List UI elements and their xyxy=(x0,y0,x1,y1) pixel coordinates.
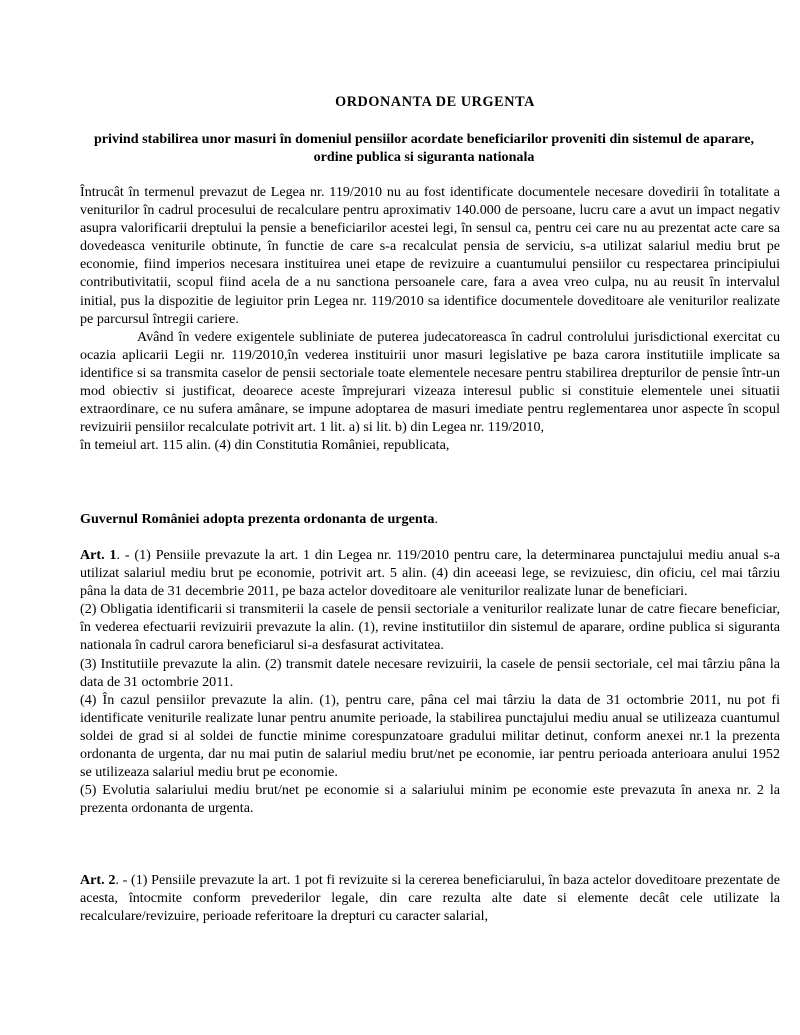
article-1-label: Art. 1 xyxy=(80,547,117,563)
article-1-paragraph-5: (5) Evolutia salariului mediu brut/net pe economie si a salariului minim pe economie este prevazuta în anexa nr. 2 la prezenta ordonanta de urgenta. xyxy=(80,782,780,817)
preamble-paragraph-1: Întrucât în termenul prevazut de Legea nr. 119/2010 nu au fost identificate documentele necesare dovedirii în totalitate a veniturilor în cadrul procesului de recalculare pentru aproximativ 140.000 de persoane, lucru care a avut un impact negativ asupra valorificarii dreptului la pensie a beneficiarilor acestei legi, în sensul ca, pentru cei care nu au prezentat acte care sa dovedeasca veniturile obtinute, în functie de care s-a recalculat pensia de serviciu, s-a utilizat salariul mediu brut pe economie, fiind imperios necesara instituirea unei etape de revizuire a cuantumului pensiilor cu respectarea principiului contributivitatii, scopul fiind acela de a nu sanctiona persoanele care, fara a avea vreo culpa, nu au reusit în intervalul initial, pus la dispozitie de legiuitor prin Legea nr. 119/2010 sa identifice documentele doveditoare ale veniturilor realizate pe parcursul întregii cariere. xyxy=(80,184,780,327)
article-1-paragraph-2: (2) Obligatia identificarii si transmiterii la casele de pensii sectoriale a veniturilor realizate lunar de catre fiecare beneficiar, în vederea efectuarii revizuirii prevazute la alin. (1), revine institutiilor din sistemul de aparare, ordine publica si siguranta nationala în cadrul carora beneficiarul si-a desfasurat activitatea. xyxy=(80,601,780,654)
article-2-label: Art. 2 xyxy=(80,872,116,888)
article-1-paragraph-1: Art. 1. - (1) Pensiile prevazute la art. 1 din Legea nr. 119/2010 pentru care, la determinarea punctajului mediu anual s-a utilizat salariul mediu brut pe economie, potrivit art. 5 alin. (4) din aceeasi lege, se revizuiesc, din oficiu, cel mai târziu pâna la data de 31 decembrie 2011, pe baza actelor doveditoare ale veniturilor realizate lunar de beneficiari. xyxy=(80,547,780,600)
document-title: ORDONANTA DE URGENTA xyxy=(335,94,535,110)
document-subtitle: privind stabilirea unor masuri în domeniul pensiilor acordate beneficiarilor proveniti din sistemul de aparare, ordine publica si siguranta nationala xyxy=(93,131,755,165)
article-2-paragraph-1: Art. 2. - (1) Pensiile prevazute la art. 1 pot fi revizuite si la cererea beneficiarului, în baza actelor doveditoare prezentate de acesta, întocmite conform prevederilor legale, din care rezulta alte date si elemente decât cele utilizate la recalculare/revizuire, perioade referitoare la drepturi cu caracter salarial, xyxy=(80,872,780,925)
article-1-paragraph-4: (4) În cazul pensiilor prevazute la alin. (1), pentru care, pâna cel mai târziu la data de 31 octombrie 2011, nu pot fi identificate veniturile realizate lunar pentru anumite perioade, la stabilirea punctajului mediu anual se utilizeaza cuantumul soldei de grad si al soldei de functie minime corespunzatoare gradului militar detinut, conform anexei nr.1 la prezenta ordonanta de urgenta, dar nu mai putin de salariul mediu brut/net pe economie, iar pentru perioada anterioara anului 1952 se utilizeaza salariul mediu brut pe economie. xyxy=(80,691,780,781)
government-statement-bold: Guvernul României adopta prezenta ordonanta de urgenta xyxy=(80,511,435,527)
article-2 xyxy=(80,871,780,925)
preamble xyxy=(80,183,780,454)
government-statement-end: . xyxy=(434,511,438,527)
article-1-paragraph-3: (3) Institutiile prevazute la alin. (2) transmit datele necesare revizuirii, la casele de pensii sectoriale, cel mai târziu pâna la data de 31 octombrie 2011. xyxy=(80,655,780,690)
preamble-paragraph-2: Având în vedere exigentele subliniate de puterea judecatoreasca în cadrul controlului jurisdictional exercitat cu ocazia aplicarii Legii nr. 119/2010,în vederea instituirii unor masuri legislative pe baza carora institutiile implicate sa identifice si sa transmita caselor de pensii sectoriale toate elementele necesare pentru stabilirea drepturilor de pensie într-un mod obiectiv si justificat, deoarece aceste împrejurari vizeaza interesul public si constituie elementele unei situatii extraordinare, ce nu sufera amânare, se impune adoptarea de masuri imediate pentru reglementarea unor aspecte în scopul revizuirii pensiilor recalculate potrivit art. 1 lit. a) si lit. b) din Legea nr. 119/2010, xyxy=(80,328,780,436)
preamble-paragraph-3: în temeiul art. 115 alin. (4) din Constitutia României, republicata, xyxy=(80,437,450,454)
article-1 xyxy=(80,546,780,817)
government-statement xyxy=(80,510,780,528)
